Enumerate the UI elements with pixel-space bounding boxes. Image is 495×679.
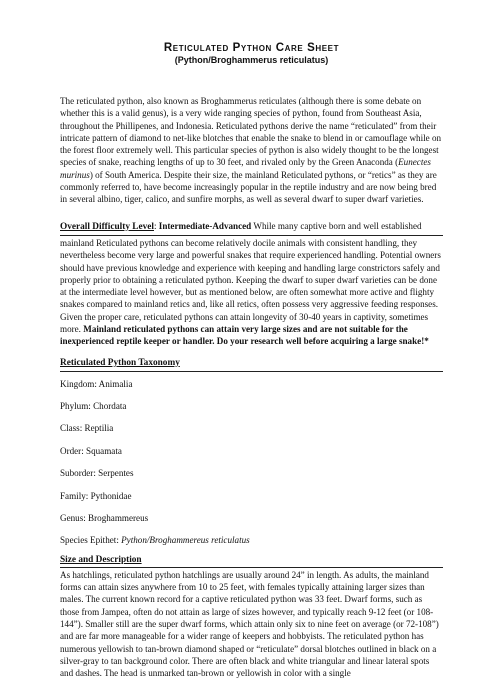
taxonomy-value: Animalia — [98, 378, 133, 389]
difficulty-divider — [60, 235, 443, 236]
taxonomy-item — [60, 445, 443, 457]
difficulty-paragraph — [60, 237, 443, 348]
taxonomy-value: Pythonidae — [90, 490, 132, 501]
taxonomy-value: Chordata — [93, 401, 127, 412]
difficulty-body: mainland Reticulated pythons can become relatively docile animals with consistent handling, they nevertheless become very large and powerful snakes that require experienced handling. Potential owners should have previous knowledge and experience with keeping and handling large constrictors safely and properly prior to obtaining a reticulated python. Keeping the dwarf to super dwarf varieties can be done at the intermediate level however, but as mentioned below, are often somewhat more active and flighty snakes compared to mainland retics and, like all retics, often possess very aggressive feeding responses. Given the proper care, reticulated pythons can attain longevity of 30-40 years in captivity, sometimes more. — [60, 237, 441, 335]
taxonomy-divider — [60, 371, 443, 372]
taxonomy-label: Suborder: — [60, 468, 99, 479]
taxonomy-label: Class: — [60, 423, 85, 434]
difficulty-line — [60, 220, 443, 233]
taxonomy-value: Squamata — [86, 445, 122, 456]
intro-text-2: ) of South America. Despite their size, the mainland Reticulated pythons, or “retics” as they are commonly referred to, have become increasingly popular in the reptile industry and are now being bred in several albino, tiger, calico, and sunfire morphs, as well as several dwarf to super dwarf varieties. — [60, 169, 437, 205]
taxonomy-epithet — [60, 534, 443, 546]
taxonomy-value: Broghammereus — [88, 512, 149, 523]
taxonomy-item — [60, 467, 443, 479]
intro-text-1: The reticulated python, also known as Broghammerus reticulates (although there is some debate on whether this is a valid genus), is a very wide ranging species of python, found from Southeast Asia, throughout the Phillipenes, and Indonesia. Reticulated pythons derive the name “reticulated” from their intricate pattern of diamond to net-like blotches that enable the snake to blend in or camouflage while on the forest floor extremely well. This particular species of python is also widely thought to be the longest species of snake, reaching lengths of up to 30 feet, and rivaled only by the Green Anaconda ( — [60, 96, 442, 168]
taxonomy-item — [60, 378, 443, 390]
taxonomy-heading: Reticulated Python Taxonomy — [60, 357, 180, 368]
taxonomy-label: Phylum: — [60, 401, 94, 412]
taxonomy-label: Family: — [60, 490, 91, 501]
page-subtitle: (Python/Broghammerus reticulatus) — [174, 55, 329, 65]
taxonomy-label: Genus: — [60, 512, 89, 523]
taxonomy-item — [60, 512, 443, 524]
intro-italic-species: Eunectes murinus — [60, 157, 431, 180]
taxonomy-item — [60, 422, 443, 434]
size-heading: Size and Description — [60, 554, 142, 565]
taxonomy-epithet-label: Species Epithet: — [60, 535, 122, 546]
size-paragraph: As hatchlings, reticulated python hatchlings are usually around 24” in length. As adults, the mainland forms can attain sizes anywhere from 10 to 25 feet, with females typically attaining larger sizes than males. The current known record for a captive reticulated python was 33 feet. Dwarf forms, such as those from Jampea, often do not attain as large of sizes however, and typically reach 9-12 feet (or 108-144”). Smaller still are the super dwarf forms, which attain only six to nine feet on average (or 72-108”) and are far more manageable for a wider range of keepers and hobbyists. The reticulated python has numerous yellowish to tan-brown diamond shaped or “reticulate” dorsal blotches outlined in black on a silver-gray to tan background color. There are often black and white triangular and linear lateral spots and dashes. The head is unmarked tan-brown or yellowish in color with a single — [60, 569, 439, 679]
page-title: Reticulated Python Care Sheet — [163, 42, 340, 54]
taxonomy-section — [60, 358, 443, 547]
difficulty-label: Overall Difficulty Level — [60, 221, 154, 232]
difficulty-warning: Mainland reticulated pythons can attain very large sizes and are not suitable for the inexperienced reptile keeper or handler. Do your research well before acquiring a large snake!* — [60, 324, 429, 347]
taxonomy-label: Order: — [60, 445, 87, 456]
taxonomy-value: Reptilia — [84, 423, 114, 434]
difficulty-first-line: While many captive born and well established — [251, 220, 422, 231]
taxonomy-item — [60, 400, 443, 412]
taxonomy-item — [60, 490, 443, 502]
size-divider — [60, 567, 443, 568]
difficulty-separator: : — [153, 220, 159, 231]
intro-paragraph — [60, 95, 443, 206]
difficulty-level: Intermediate-Advanced — [158, 220, 252, 231]
taxonomy-value: Serpentes — [98, 468, 134, 479]
taxonomy-label: Kingdom: — [60, 378, 99, 389]
size-section — [60, 555, 443, 679]
taxonomy-epithet-value: Python/Broghammereus reticulatus — [121, 535, 250, 546]
